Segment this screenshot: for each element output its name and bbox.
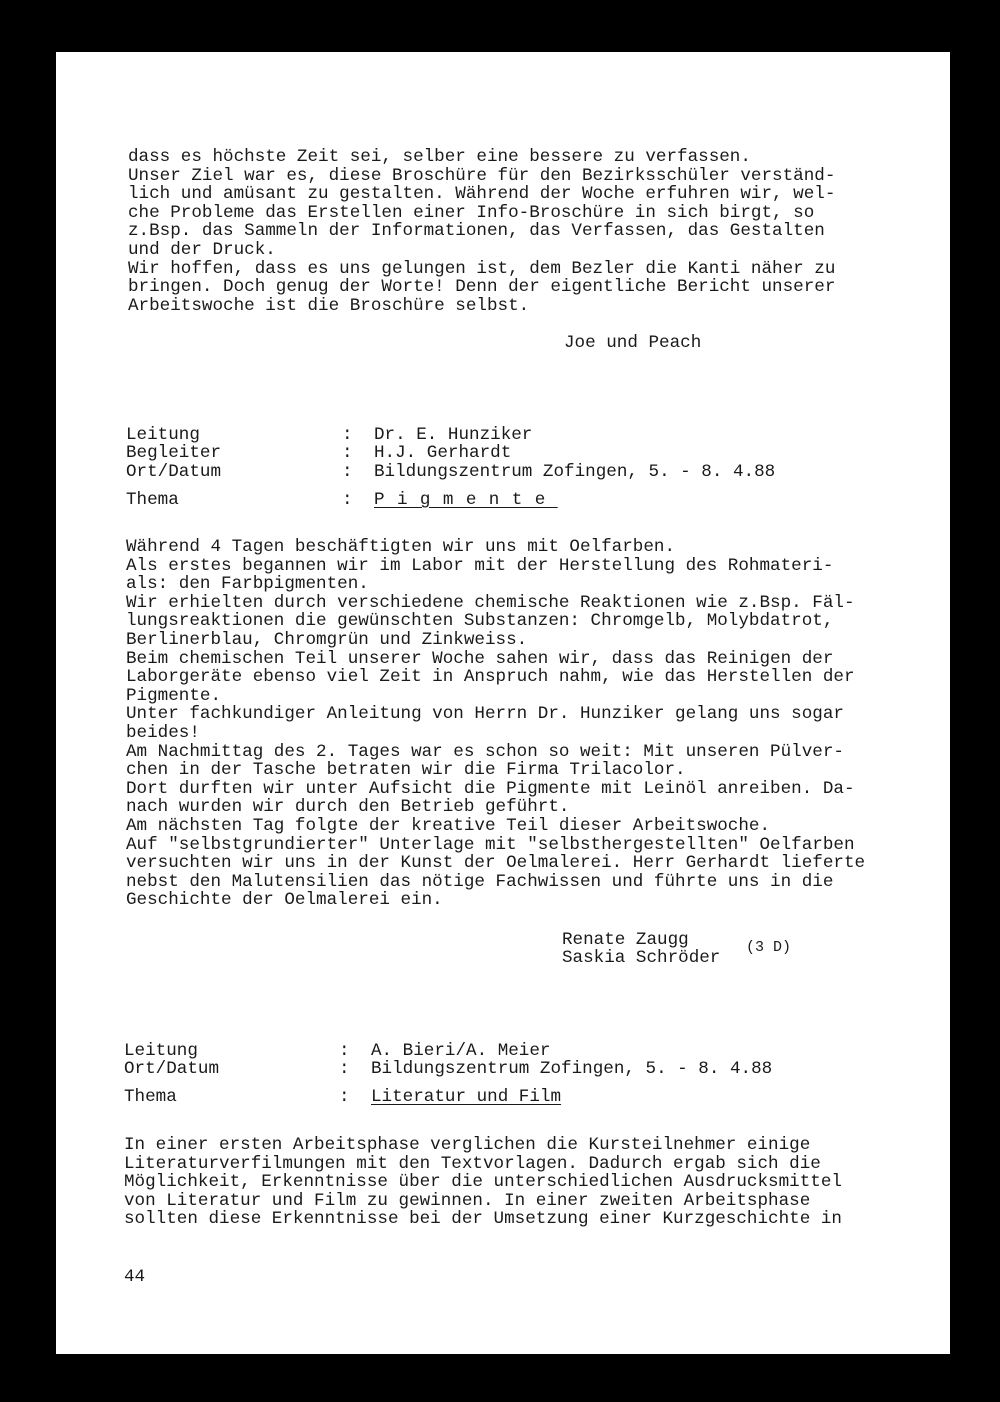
body-line: Beim chemischen Teil unserer Woche sahen wir, dass das Reinigen der — [126, 648, 834, 669]
body-line: nebst den Malutensilien das nötige Fachwissen und führte uns in die — [126, 871, 834, 892]
colon: : — [342, 425, 353, 445]
colon: : — [339, 1087, 350, 1107]
intro-paragraph — [128, 148, 835, 315]
ort-datum-value: Bildungszentrum Zofingen, 5. - 8. 4.88 — [371, 1059, 773, 1079]
body-line: Unter fachkundiger Anleitung von Herrn Dr. Hunziker gelang uns sogar — [126, 704, 844, 725]
body-line: beides! — [126, 722, 200, 743]
leitung-value: Dr. E. Hunziker — [374, 425, 533, 445]
leitung-value: A. Bieri/A. Meier — [371, 1041, 551, 1061]
pigmente-paragraph — [126, 538, 865, 910]
body-line: Literaturverfilmungen mit den Textvorlagen. Dadurch ergab sich die — [124, 1153, 821, 1174]
signature-name-1: Renate Zaugg — [562, 930, 689, 950]
body-line: Wir erhielten durch verschiedene chemische Reaktionen wie z.Bsp. Fäl- — [126, 592, 855, 613]
signature-name-2: Saskia Schröder — [562, 948, 721, 968]
intro-line: Arbeitswoche ist die Broschüre selbst. — [128, 295, 530, 316]
intro-line: und der Druck. — [128, 239, 276, 260]
intro-line: dass es höchste Zeit sei, selber eine bessere zu verfassen. — [128, 147, 751, 167]
colon: : — [339, 1041, 350, 1061]
ort-datum-label: Ort/Datum — [124, 1059, 220, 1079]
colon: : — [342, 462, 353, 482]
body-line: Als erstes begannen wir im Labor mit der Herstellung des Rohmateri- — [126, 555, 834, 576]
intro-line: bringen. Doch genug der Worte! Denn der eigentliche Bericht unserer — [128, 277, 836, 298]
thema-value: Literatur und Film — [371, 1087, 562, 1107]
begleiter-label: Begleiter — [126, 443, 222, 463]
thema-value: Pigmente — [374, 490, 558, 510]
body-line: Laborgeräte ebenso viel Zeit in Anspruch nahm, wie das Herstellen der — [126, 667, 855, 688]
leitung-label: Leitung — [124, 1041, 198, 1061]
ort-datum-value: Bildungszentrum Zofingen, 5. - 8. 4.88 — [374, 462, 776, 482]
body-line: Möglichkeit, Erkenntnisse über die unterschiedlichen Ausdrucksmittel — [124, 1172, 842, 1193]
thema-label: Thema — [124, 1087, 177, 1107]
body-line: Berlinerblau, Chromgrün und Zinkweiss. — [126, 629, 528, 650]
body-line: Dort durften wir unter Aufsicht die Pigmente mit Leinöl anreiben. Da- — [126, 778, 855, 799]
leitung-label: Leitung — [126, 425, 200, 445]
body-line: Am Nachmittag des 2. Tages war es schon so weit: Mit unseren Pülver- — [126, 741, 844, 762]
colon: : — [339, 1059, 350, 1079]
document-page — [56, 52, 950, 1354]
intro-line: Unser Ziel war es, diese Broschüre für den Bezirksschüler verständ- — [128, 165, 836, 186]
body-line: Geschichte der Oelmalerei ein. — [126, 890, 443, 911]
body-line: von Literatur und Film zu gewinnen. In einer zweiten Arbeitsphase — [124, 1190, 811, 1211]
body-line: Auf "selbstgrundierter" Unterlage mit "selbsthergestellten" Oelfarben — [126, 834, 855, 855]
body-line: In einer ersten Arbeitsphase verglichen die Kursteilnehmer einige — [124, 1135, 811, 1155]
intro-line: lich und amüsant zu gestalten. Während der Woche erfuhren wir, wel- — [128, 184, 836, 205]
intro-line: z.Bsp. das Sammeln der Informationen, das Verfassen, das Gestalten — [128, 221, 825, 242]
body-line: Während 4 Tagen beschäftigten wir uns mit Oelfarben. — [126, 537, 676, 557]
page-number: 44 — [124, 1267, 146, 1287]
intro-signature: Joe und Peach — [564, 333, 702, 353]
body-line: versuchten wir uns in der Kunst der Oelmalerei. Herr Gerhardt lieferte — [126, 853, 866, 874]
thema-label: Thema — [126, 490, 179, 510]
intro-line: che Probleme das Erstellen einer Info-Broschüre in sich birgt, so — [128, 202, 815, 223]
body-line: sollten diese Erkenntnisse bei der Umsetzung einer Kurzgeschichte in — [124, 1209, 842, 1230]
body-line: als: den Farbpigmenten. — [126, 574, 369, 595]
body-line: Pigmente. — [126, 685, 222, 706]
colon: : — [342, 443, 353, 463]
signature-class: (3 D) — [746, 939, 792, 956]
begleiter-value: H.J. Gerhardt — [374, 443, 512, 463]
intro-line: Wir hoffen, dass es uns gelungen ist, dem Bezler die Kanti näher zu — [128, 258, 836, 279]
ort-datum-label: Ort/Datum — [126, 462, 222, 482]
literatur-paragraph — [124, 1136, 842, 1229]
body-line: lungsreaktionen die gewünschten Substanzen: Chromgelb, Molybdatrot, — [126, 611, 834, 632]
body-line: nach wurden wir durch den Betrieb geführt. — [126, 797, 570, 818]
body-line: Am nächsten Tag folgte der kreative Teil dieser Arbeitswoche. — [126, 815, 771, 836]
body-line: chen in der Tasche betraten wir die Firma Trilacolor. — [126, 760, 686, 781]
colon: : — [342, 490, 353, 510]
